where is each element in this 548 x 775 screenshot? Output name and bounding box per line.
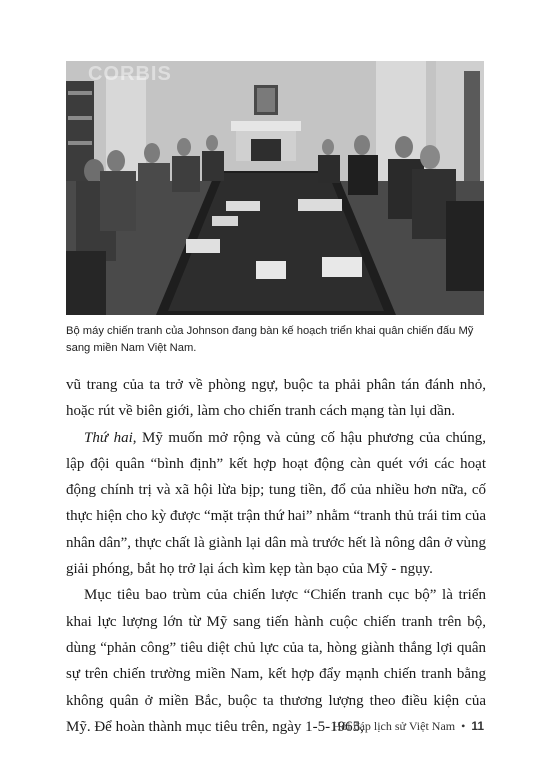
- meeting-room-illustration: [66, 61, 484, 315]
- body-text: [66, 372, 486, 740]
- photo-watermark: CORBIS: [88, 63, 172, 85]
- page-footer: [333, 719, 484, 734]
- paragraph-2-lead: Thứ hai: [84, 429, 133, 446]
- photo-caption: Bộ máy chiến tranh của Johnson đang bàn kế hoạch triển khai quân chiến đấu Mỹ sang miền Nam Việt Nam.: [66, 325, 474, 354]
- book-title: Hỏi đáp lịch sử Việt Nam: [332, 719, 456, 733]
- paragraph-2-body: , Mỹ muốn mở rộng và củng cố hậu phương của chúng, lập đội quân “bình định” kết hợp hoạt động càn quét với các hoạt động chính trị và xã hội lừa bịp; tung tiền, đổ của nhiều hơn nữa, cố thực hiện cho kỳ được “mặt trận thứ hai” nhằm “tranh thủ trái tim của nhân dân”, thực chất là giành lại dân mà trước hết là nông dân ở vùng giải phóng, bắt họ trở lại ách kìm kẹp tàn bạo của Mỹ - ngụy.: [66, 429, 487, 578]
- paragraph-1: vũ trang của ta trở về phòng ngự, buộc ta phải phân tán đánh nhỏ, hoặc rút về biên giới, làm cho chiến tranh cách mạng tàn lụi dần.: [66, 377, 486, 420]
- historical-photo: [66, 61, 484, 315]
- footer-separator: •: [461, 719, 466, 733]
- paragraph-2: [66, 425, 486, 583]
- page-number: 11: [471, 719, 484, 733]
- paragraph-3: Mục tiêu bao trùm của chiến lược “Chiến tranh cục bộ” là triển khai lực lượng lớn từ Mỹ sang tiến hành cuộc chiến tranh trên bộ, dùng “phản công” tiêu diệt chủ lực của ta, hòng giành thắng lợi quân sự trên chiến trường miền Nam, kết hợp đẩy mạnh chiến tranh bằng không quân ở miền Bắc, buộc ta thương lượng theo điều kiện của Mỹ. Để hoàn thành mục tiêu trên, ngày 1-5-1965,: [66, 587, 486, 735]
